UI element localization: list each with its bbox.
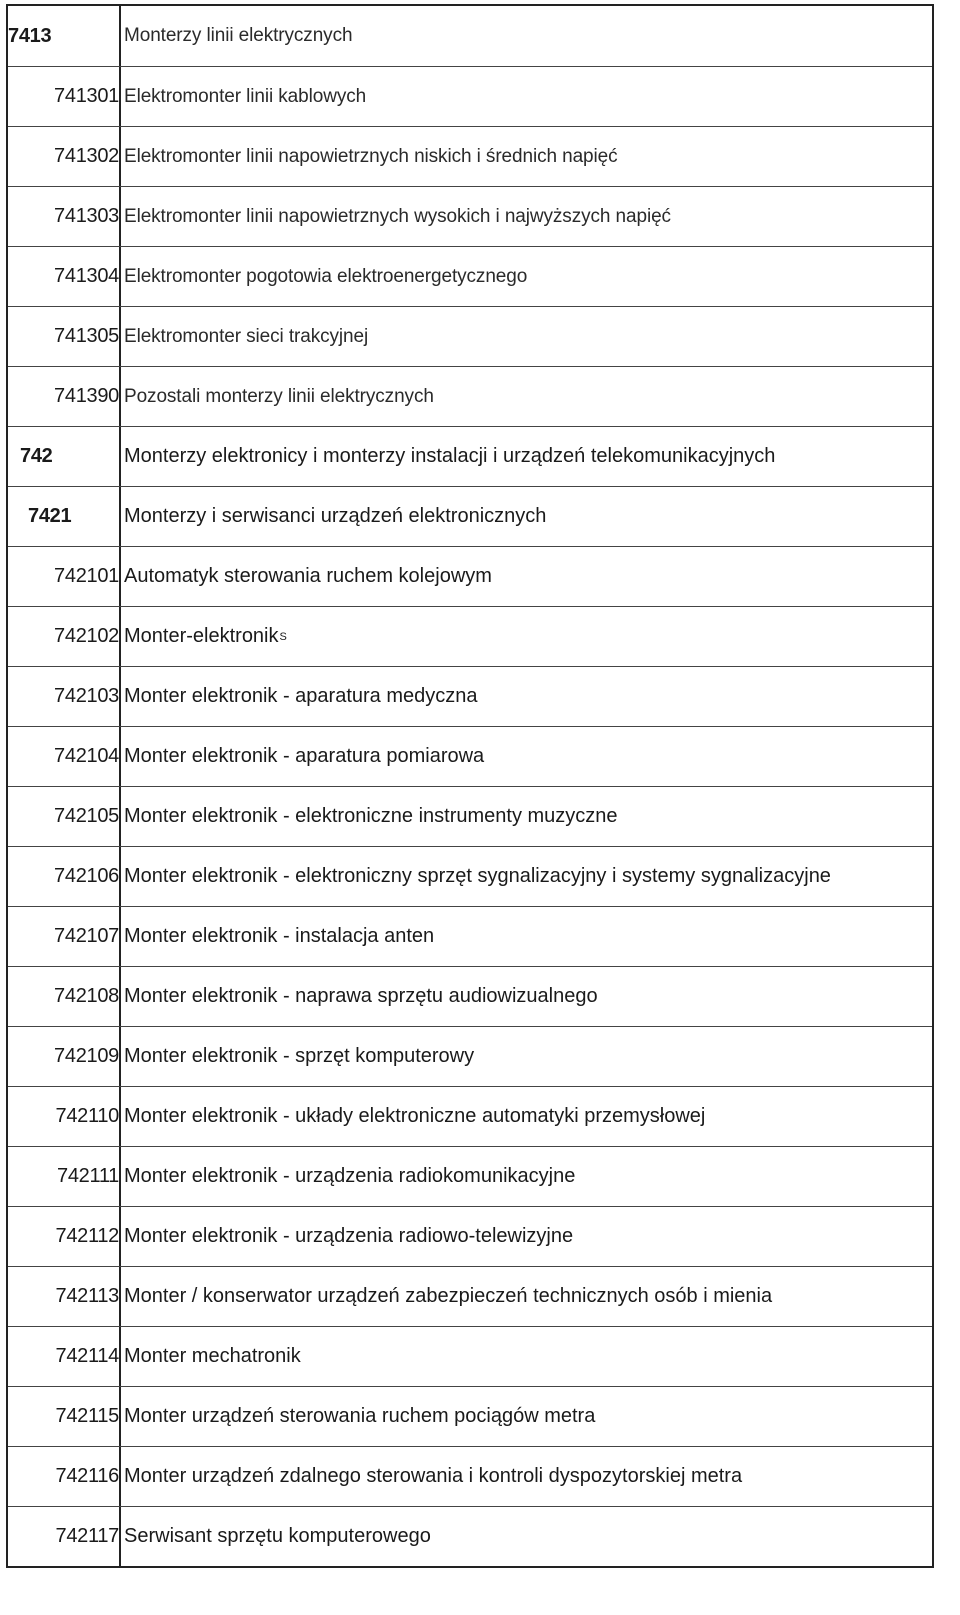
occupation-code: 742109 [8,1027,121,1086]
occupation-label [121,787,932,846]
occupation-label [121,1327,932,1386]
group-label [121,487,932,546]
occupation-code: 742107 [8,907,121,966]
occupation-row [8,1086,932,1146]
label-text: Monter elektronik - układy elektroniczne automatyki przemysłowej [124,1105,706,1127]
label-text: Monter elektronik - sprzęt komputerowy [124,1045,475,1067]
occupation-label [121,127,932,186]
label-text: Monter urządzeń zdalnego sterowania i kontroli dyspozytorskiej metra [124,1465,743,1487]
occupation-row [8,1206,932,1266]
occupation-row [8,726,932,786]
occupation-code: 742106 [8,847,121,906]
occupation-row [8,846,932,906]
occupation-code: 742103 [8,667,121,726]
occupation-row [8,126,932,186]
occupation-code: 742101 [8,547,121,606]
occupation-label [121,247,932,306]
occupation-row [8,1326,932,1386]
occupation-row [8,606,932,666]
occupation-row [8,366,932,426]
label-text: Pozostali monterzy linii elektrycznych [124,385,434,407]
label-text: Monterzy elektronicy i monterzy instalacji i urządzeń telekomunikacyjnych [124,445,776,467]
label-text: Monter elektronik - aparatura medyczna [124,685,478,707]
occupation-row [8,786,932,846]
occupation-code: 741303 [8,187,121,246]
occupation-label [121,67,932,126]
occupation-row [8,1266,932,1326]
group-row [8,6,932,66]
occupation-code: 742116 [8,1447,121,1506]
occupation-row [8,306,932,366]
occupation-label [121,1027,932,1086]
occupation-row [8,1386,932,1446]
occupation-row [8,666,932,726]
occupation-label [121,907,932,966]
occupation-label [121,1147,932,1206]
label-text: Elektromonter linii napowietrznych niskich i średnich napięć [124,145,618,167]
label-text: Monter elektronik - urządzenia radiowo-telewizyjne [124,1225,574,1247]
occupation-code: 741304 [8,247,121,306]
occupation-label [121,727,932,786]
occupation-code: 742113 [8,1267,121,1326]
occupation-label [121,667,932,726]
group-code: 7421 [8,487,121,546]
occupation-label [121,307,932,366]
occupation-code: 742108 [8,967,121,1026]
occupation-row [8,906,932,966]
group-code: 7413 [8,6,121,66]
occupation-row [8,1506,932,1566]
label-text: Monter urządzeń sterowania ruchem pociągów metra [124,1405,596,1427]
occupation-code: 742111 [8,1147,121,1206]
occupation-code: 742117 [8,1507,121,1566]
occupation-label [121,547,932,606]
occupation-label [121,1087,932,1146]
group-row [8,486,932,546]
occupation-code: 742102 [8,607,121,666]
occupation-code: 742105 [8,787,121,846]
occupation-label [121,1207,932,1266]
occupation-code: 742110 [8,1087,121,1146]
occupation-row [8,546,932,606]
occupation-label [121,847,932,906]
label-text: Monter elektronik - instalacja anten [124,925,435,947]
label-text: Monter elektronik - naprawa sprzętu audiowizualnego [124,985,598,1007]
occupation-code: 742114 [8,1327,121,1386]
label-text: Elektromonter linii napowietrznych wysokich i najwyższych napięć [124,205,671,227]
occupation-code: 741302 [8,127,121,186]
occupation-label [121,967,932,1026]
label-text: Elektromonter sieci trakcyjnej [124,325,369,347]
occupation-label [121,187,932,246]
group-label [121,427,932,486]
group-row [8,426,932,486]
label-text: Monter / konserwator urządzeń zabezpieczeń technicznych osób i mienia [124,1285,773,1307]
label-text: Elektromonter linii kablowych [124,85,367,107]
label-text: Monter-elektronik [124,625,279,647]
occupation-code: 742115 [8,1387,121,1446]
occupation-table [6,4,934,1568]
group-code: 742 [8,427,121,486]
occupation-label: Monter-elektronik S [124,625,287,647]
label-text: Automatyk sterowania ruchem kolejowym [124,565,492,587]
occupation-code: 741305 [8,307,121,366]
group-label [121,6,932,66]
occupation-row [8,186,932,246]
occupation-code: 742104 [8,727,121,786]
label-text: Elektromonter pogotowia elektroenergetycznego [124,265,528,287]
label-text: Monter elektronik - urządzenia radiokomunikacyjne [124,1165,576,1187]
label-text: Monter elektronik - elektroniczny sprzęt sygnalizacyjny i systemy sygnalizacyjne [124,865,831,887]
label-text: Monter mechatronik [124,1345,301,1367]
occupation-row [8,246,932,306]
occupation-label [121,367,932,426]
label-text: Monter elektronik - elektroniczne instrumenty muzyczne [124,805,618,827]
occupation-row [8,66,932,126]
occupation-label [121,1267,932,1326]
label-text: Serwisant sprzętu komputerowego [124,1525,431,1547]
occupation-row [8,1146,932,1206]
occupation-label [121,1387,932,1446]
label-text: Monterzy linii elektrycznych [124,25,353,46]
label-text: Monterzy i serwisanci urządzeń elektronicznych [124,505,547,527]
occupation-code: 742112 [8,1207,121,1266]
occupation-label [121,1507,932,1566]
label-text: Monter elektronik - aparatura pomiarowa [124,745,485,767]
occupation-row [8,1446,932,1506]
occupation-row [8,966,932,1026]
occupation-row [8,1026,932,1086]
occupation-code: 741390 [8,367,121,426]
occupation-code: 741301 [8,67,121,126]
occupation-label [121,1447,932,1506]
